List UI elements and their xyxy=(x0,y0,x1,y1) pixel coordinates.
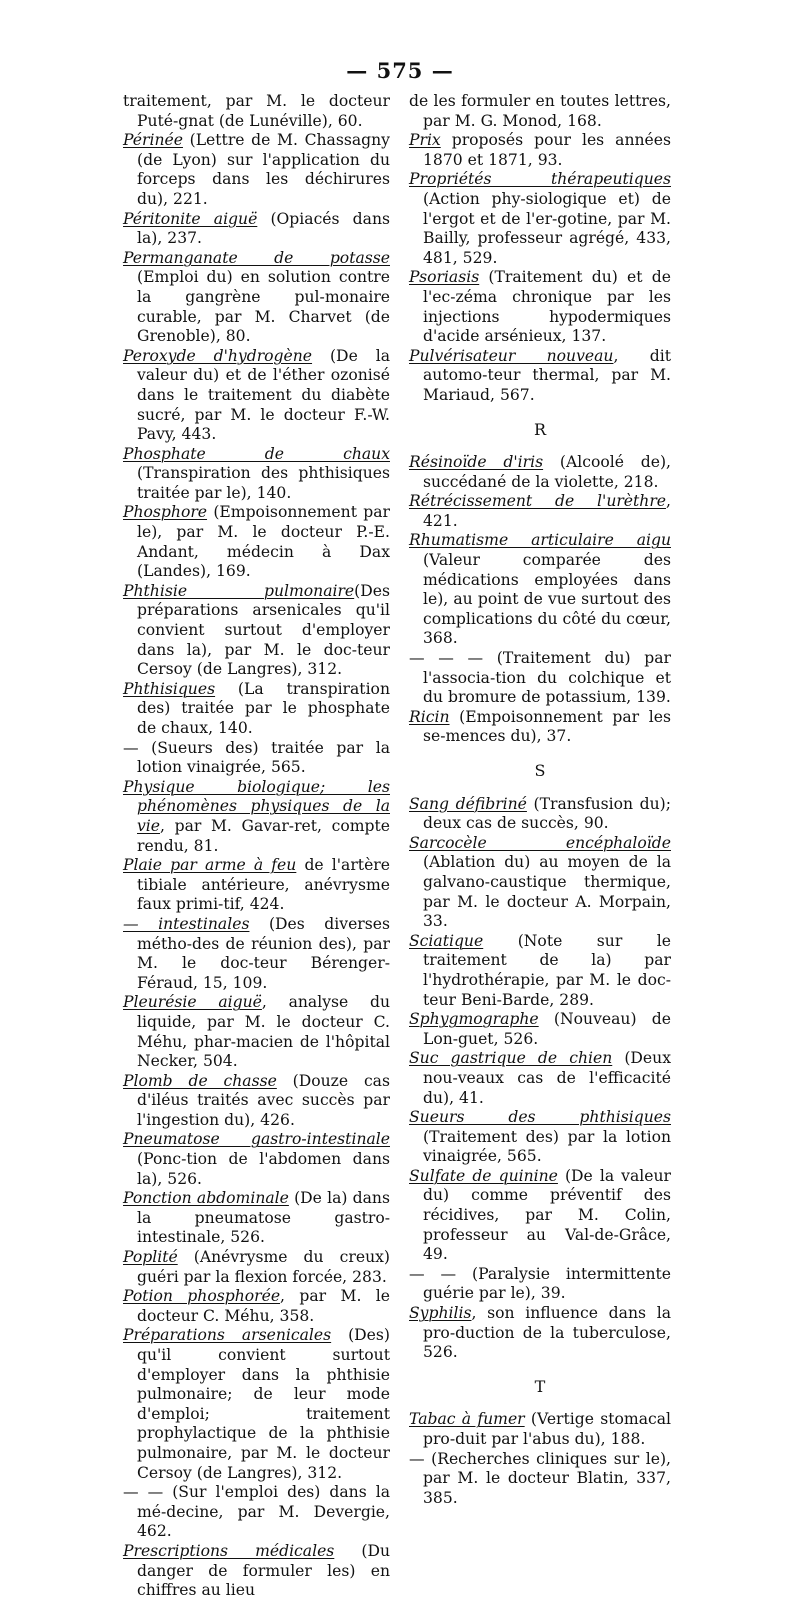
index-entry xyxy=(409,131,671,170)
index-term: Sciatique xyxy=(409,931,484,950)
index-text: proposés pour les années 1870 et 1871, 93. xyxy=(423,131,671,169)
index-entry xyxy=(409,1108,671,1167)
index-text: — — (Sur l'emploi des) dans la mé-decine, par M. Devergie, 462. xyxy=(123,1483,390,1541)
index-text: (Ponc-tion de l'abdomen dans la), 526. xyxy=(137,1150,390,1188)
index-term: Peroxyde d'hydrogène xyxy=(123,346,313,365)
index-entry xyxy=(123,249,390,347)
index-term: Plaie par arme à feu xyxy=(123,856,297,875)
index-entry xyxy=(123,1189,390,1248)
index-term: Ponction abdominale xyxy=(123,1189,289,1208)
index-entry xyxy=(409,92,671,131)
index-text: (Deux nou-veaux cas de l'efficacité du), 41. xyxy=(423,1049,671,1107)
index-text: (Valeur comparée des médications employées dans le), au point de vue surtout des complications du côté du cœur, 368. xyxy=(423,551,671,648)
index-text: (Alcoolé de), succédané de la violette, 218. xyxy=(423,453,671,491)
left-column xyxy=(123,92,390,1601)
index-entry xyxy=(409,170,671,268)
index-text: — (Recherches cliniques sur le), par M. le docteur Blatin, 337, 385. xyxy=(409,1449,671,1507)
index-term: Rétrécissement de l'urèthre xyxy=(409,492,667,511)
index-text: — — (Paralysie intermittente guérie par le), 39. xyxy=(409,1264,671,1303)
index-text: (Transfusion du); deux cas de succès, 90. xyxy=(423,794,671,833)
index-text: (De la valeur du) et de l'éther ozonisé dans le traitement du diabète sucré, par M. le docteur F.-W. Pavy, 443. xyxy=(137,346,391,444)
index-term: Phosphore xyxy=(123,503,208,522)
index-entry xyxy=(123,92,390,131)
index-entry xyxy=(409,347,671,406)
page-number: — 575 — xyxy=(346,58,454,83)
index-text: (Empoisonnement par le), par M. le docteur P.-E. Andant, médecin à Dax (Landes), 169. xyxy=(137,503,390,581)
index-text: , par M. Gavar-ret, compte rendu, 81. xyxy=(137,816,390,855)
index-term: Potion phosphorée xyxy=(123,1287,281,1306)
index-entry xyxy=(123,210,390,249)
index-entry xyxy=(123,347,390,445)
index-term: Pulvérisateur nouveau xyxy=(409,346,614,365)
index-entry xyxy=(123,856,390,915)
index-term: Préparations arsenicales xyxy=(123,1326,332,1345)
index-term: Tabac à fumer xyxy=(409,1410,525,1429)
index-term: Phthisiques xyxy=(123,679,216,698)
index-entry xyxy=(409,1049,671,1108)
index-term: Sueurs des phthisiques xyxy=(409,1108,671,1127)
index-entry xyxy=(409,1304,671,1363)
index-text: , analyse du liquide, par M. le docteur C. Méhu, phar-macien de l'hôpital Necker, 504. xyxy=(137,993,391,1071)
index-entry xyxy=(409,531,671,649)
index-text: (De la) dans la pneumatose gastro-intestinale, 526. xyxy=(137,1189,390,1247)
section-letter-r: R xyxy=(533,419,547,439)
index-term: Sulfate de quinine xyxy=(409,1166,558,1185)
index-term: Suc gastrique de chien xyxy=(409,1049,613,1068)
index-entry xyxy=(409,932,671,1010)
index-entry xyxy=(409,1410,671,1449)
index-entry xyxy=(123,1287,390,1326)
index-text: (Traitement des) par la lotion vinaigrée, 565. xyxy=(423,1127,671,1166)
index-entry xyxy=(123,131,390,209)
index-entry xyxy=(123,1326,390,1483)
index-entry xyxy=(123,915,390,993)
index-text: (Des préparations arsenicales qu'il convient surtout d'employer dans la), par M. le doc-teur Cersoy (de Langres), 312. xyxy=(137,581,390,679)
index-term: Rhumatisme articulaire aigu xyxy=(409,531,671,550)
index-entry xyxy=(409,649,671,708)
index-text: , par M. le docteur C. Méhu, 358. xyxy=(137,1287,390,1325)
index-text: (De la valeur du) comme préventif des récidives, par M. Colin, professeur au Val-de-Grâce, 49. xyxy=(423,1166,672,1264)
index-term: Sang défibriné xyxy=(409,794,527,813)
index-entry xyxy=(409,1010,671,1049)
index-entry xyxy=(409,795,671,834)
index-text: (Emploi du) en solution contre la gangrène pul-monaire curable, par M. Charvet (de Grenoble), 80. xyxy=(137,268,390,346)
index-text: (Ablation du) au moyen de la galvano-caustique thermique, par M. le docteur A. Morpain, 33. xyxy=(423,853,671,931)
index-entry xyxy=(409,268,671,346)
index-term: Psoriasis xyxy=(409,268,480,287)
index-text: , 421. xyxy=(423,492,671,530)
index-entry xyxy=(123,1542,390,1601)
section-s-entries xyxy=(409,795,671,1363)
index-term: Plomb de chasse xyxy=(123,1071,277,1090)
index-entry xyxy=(123,1072,390,1131)
index-term: Sphygmographe xyxy=(409,1010,539,1029)
section-letter-t: T xyxy=(534,1376,546,1396)
index-entry xyxy=(123,680,390,739)
index-text: (Du danger de formuler les) en chiffres au lieu xyxy=(137,1541,390,1600)
index-term: Permanganate de potasse xyxy=(123,248,390,267)
index-text: , son influence dans la pro-duction de la tuberculose, 526. xyxy=(423,1304,671,1362)
index-text: (Action phy-siologique et) de l'ergot et de l'er-gotine, par M. Bailly, professeur agrégé, 433, 481, 529. xyxy=(423,189,671,267)
right-column-top-entries xyxy=(409,92,671,406)
index-term: Phthisie pulmonaire xyxy=(123,581,355,600)
index-text: — — — (Traitement du) par l'associa-tion du colchique et du bromure de potassium, 139. xyxy=(409,649,671,707)
index-term: Prescriptions médicales xyxy=(123,1541,335,1560)
index-term: Phosphate de chaux xyxy=(123,444,390,463)
index-term: Résinoïde d'iris xyxy=(409,453,544,472)
section-t-entries xyxy=(409,1410,671,1508)
index-entry xyxy=(123,739,390,778)
index-text: (Des) qu'il convient surtout d'employer dans la phthisie pulmonaire; de leur mode d'emploi; traitement prophylactique de la phthisie pulmonaire, par M. le docteur Cersoy (de Langres), 312. xyxy=(137,1326,390,1482)
index-entry xyxy=(123,1130,390,1189)
index-text: — (Sueurs des) traitée par la lotion vinaigrée, 565. xyxy=(123,738,390,777)
index-text: (Transpiration des phthisiques traitée par le), 140. xyxy=(137,464,390,502)
index-text: (Douze cas d'iléus traités avec succès par l'ingestion du), 426. xyxy=(137,1071,390,1129)
section-r-entries xyxy=(409,453,671,747)
index-term: Syphilis xyxy=(409,1304,472,1323)
index-term: Péritonite aiguë xyxy=(123,209,258,228)
index-entry xyxy=(123,582,390,680)
index-text: (La transpiration des) traitée par le phosphate de chaux, 140. xyxy=(137,679,390,737)
index-entry xyxy=(123,993,390,1071)
index-text: (Vertige stomacal pro-duit par l'abus du), 188. xyxy=(423,1410,672,1448)
index-term: Pleurésie aiguë xyxy=(123,993,262,1012)
index-entry xyxy=(409,1265,671,1304)
index-entry xyxy=(123,1248,390,1287)
index-term: Prix xyxy=(409,131,441,150)
index-term: Physique biologique; les phénomènes physiques de la vie xyxy=(123,777,390,835)
index-text: (Des diverses métho-des de réunion des), par M. le doc-teur Bérenger-Féraud, 15, 109. xyxy=(137,914,390,992)
index-text: (Note sur le traitement de la) par l'hydrothérapie, par M. le doc-teur Beni-Barde, 289. xyxy=(423,931,671,1009)
index-entry xyxy=(123,778,390,856)
index-text: traitement, par M. le docteur Puté-gnat (de Lunéville), 60. xyxy=(123,92,390,130)
index-entry xyxy=(409,492,671,531)
index-text: , dit automo-teur thermal, par M. Mariaud, 567. xyxy=(423,346,672,404)
index-entry xyxy=(409,453,671,492)
index-term: — intestinales xyxy=(123,914,250,933)
index-text: de l'artère tibiale antérieure, anévrysme faux primi-tif, 424. xyxy=(137,856,390,914)
index-entry xyxy=(123,1483,390,1542)
index-text: (Opiacés dans la), 237. xyxy=(137,209,390,248)
index-term: Pneumatose gastro-intestinale xyxy=(123,1130,390,1149)
index-entry xyxy=(409,1450,671,1509)
index-term: Poplité xyxy=(123,1248,178,1267)
index-text: (Traitement du) et de l'ec-zéma chronique par les injections hypodermiques d'acide arsénieux, 137. xyxy=(423,268,671,346)
index-term: Ricin xyxy=(409,707,450,726)
index-term: Sarcocèle encéphaloïde xyxy=(409,833,671,852)
index-entry xyxy=(409,708,671,747)
index-entry xyxy=(409,1167,671,1265)
section-letter-s: S xyxy=(534,761,546,780)
index-text: (Anévrysme du creux) guéri par la flexion forcée, 283. xyxy=(137,1248,390,1286)
index-text: (Nouveau) de Lon-guet, 526. xyxy=(423,1010,671,1048)
index-text: (Empoisonnement par les se-mences du), 37. xyxy=(423,707,671,746)
index-text: (Lettre de M. Chassagny (de Lyon) sur l'application du forceps dans les déchirures du), 221. xyxy=(137,131,390,208)
index-term: Périnée xyxy=(123,131,183,150)
index-entry xyxy=(123,503,390,581)
index-entry xyxy=(409,834,671,932)
right-column xyxy=(409,92,671,1508)
index-term: Propriétés thérapeutiques xyxy=(409,170,671,189)
index-entry xyxy=(123,445,390,504)
index-text: de les formuler en toutes lettres, par M. G. Monod, 168. xyxy=(409,92,671,130)
